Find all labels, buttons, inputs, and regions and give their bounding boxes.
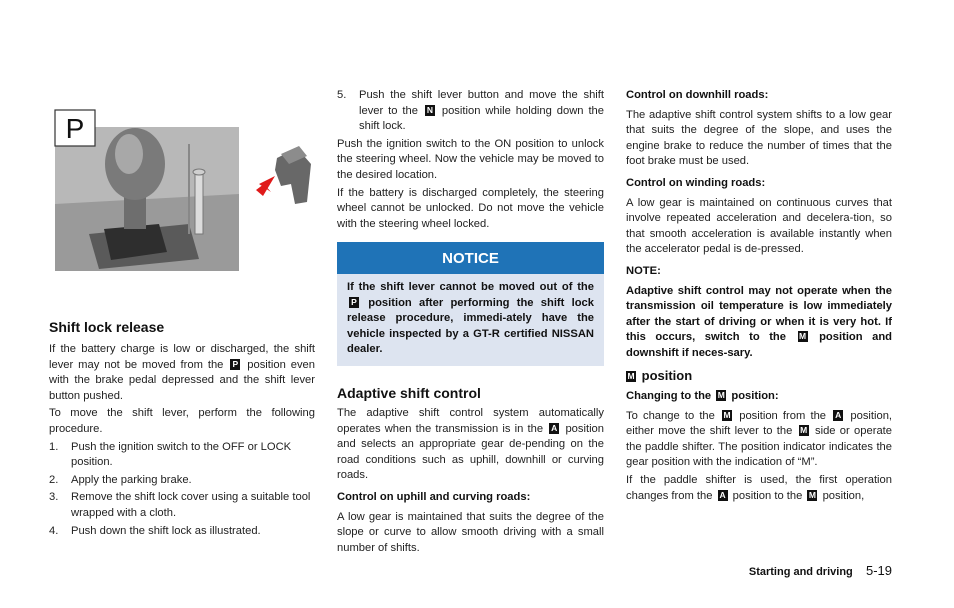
m-position-badge: M [799,331,807,342]
step-number: 5. [337,89,347,101]
text: position while holding down the shift lock. [359,104,604,133]
text: position and selects an appropriate gear de-pending on the road conditions such as uphill, downhill or curving roads. [337,422,604,482]
step-number: 3. [49,491,59,504]
page-number: 5-19 [865,563,892,578]
a-position-badge: A [835,409,842,420]
text: position, either move the shift lever to the [626,409,893,438]
m-position-badge: M [808,489,816,500]
changing-paragraph [626,409,892,471]
shift-lock-illustration [49,84,315,288]
subheading-changing [626,389,892,405]
n-position-badge: N [426,104,433,115]
step-number: 4. [49,524,59,537]
subheading-winding: Control on winding roads: [626,176,766,189]
step-text: Apply the parking brake. [71,473,192,486]
shift-lock-intro [49,342,315,404]
winding-paragraph: A low gear is maintained on continuous curves that involve repeated acceleration and decelera-tion, so that smooth acceleration is available instantly when the accelerator pedal is de-pressed. [626,196,892,256]
notice-title: NOTICE [337,242,604,274]
step-number: 2. [49,473,59,486]
shift-lock-diagram [49,84,315,288]
subheading-downhill: Control on downhill roads: [626,89,769,101]
heading-text: position [641,367,693,383]
step-text: Remove the shift lock cover using a suitable tool wrapped with a cloth. [71,491,311,519]
a-position-badge: A [551,422,558,433]
section-heading-adaptive: Adaptive shift control [337,385,481,401]
illustration-p-label: P [65,113,85,144]
notice-box [337,242,604,366]
text: position: [731,390,779,403]
m-position-badge: M [800,425,808,436]
text: position even with the brake pedal depressed and the shift lever button pushed. [49,358,315,402]
text: position to the [732,489,803,502]
text: position from the [739,409,827,422]
procedure-intro: To move the shift lever, perform the following procedure. [49,407,315,435]
step-text [359,88,604,135]
step-number: 1. [49,440,59,453]
text: Push the shift lever button and move the shift lever to the [359,89,604,117]
procedure-step-5 [337,88,604,135]
text: Changing to the [626,390,712,403]
m-position-badge: M [717,390,725,401]
step-text: Push down the shift lock as illustrated. [71,524,261,537]
downhill-paragraph: The adaptive shift control system shifts to a low gear that suits the degree of the slope, and uses the engine brake to reduce the number of times that the foot brake must be used. [626,108,892,168]
notice-body [337,274,604,366]
text: position and downshift if neces-sary. [626,331,893,359]
a-position-badge: A [719,489,726,500]
list-item [49,490,315,521]
text: side or operate the paddle shifter. The position indicator indicates the gear position with the indication of “M”. [626,425,893,469]
text: If the battery charge is low or discharged, the shift lever may not be moved from the [49,343,315,371]
p-position-badge: P [230,359,240,370]
subheading-uphill: Control on uphill and curving roads: [337,490,531,503]
uphill-paragraph: A low gear is maintained that suits the degree of the slope or curve to allow smooth driving with a small number of shifts. [337,510,604,554]
battery-paragraph: If the battery is discharged completely, the steering wheel cannot be unlocked. Do not move the vehicle with the steering wheel locked. [337,186,604,230]
text: If the paddle shifter is used, the first operation changes from the [626,474,892,502]
list-item [49,524,315,540]
text: To change to the [626,409,715,422]
text: The adaptive shift control system automatically operates when the transmission is in the [337,407,604,435]
paddle-paragraph [626,473,892,504]
note-paragraph [626,284,892,362]
text: position after performing the shift lock release procedure, immedi-ately have the vehicle inspected by a GT-R certified NISSAN dealer. [347,296,595,356]
text: Adaptive shift control may not operate when the transmission oil temperature is low immediately after the start of driving or when it is very hot. If this occurs, switch to the [626,284,892,344]
p-position-badge: P [349,297,359,308]
text: If the shift lever cannot be moved out of the [347,281,594,293]
section-heading-shift-lock: Shift lock release [49,319,165,335]
page-footer [749,563,892,581]
procedure-steps [49,440,315,540]
m-position-badge: M [627,370,635,381]
list-item [49,440,315,471]
list-item [49,473,315,489]
list-item [337,88,604,135]
unlock-paragraph: Push the ignition switch to the ON position to unlock the steering wheel. Now the vehicle may be moved to the desired location. [337,137,604,181]
m-position-badge: M [723,409,731,420]
step-text: Push the ignition switch to the OFF or LOCK position. [71,440,292,469]
footer-section: Starting and driving [748,566,853,578]
note-label: NOTE: [626,264,661,277]
text: position, [822,489,865,502]
section-heading-m-position [626,368,892,384]
adaptive-intro [337,406,604,484]
